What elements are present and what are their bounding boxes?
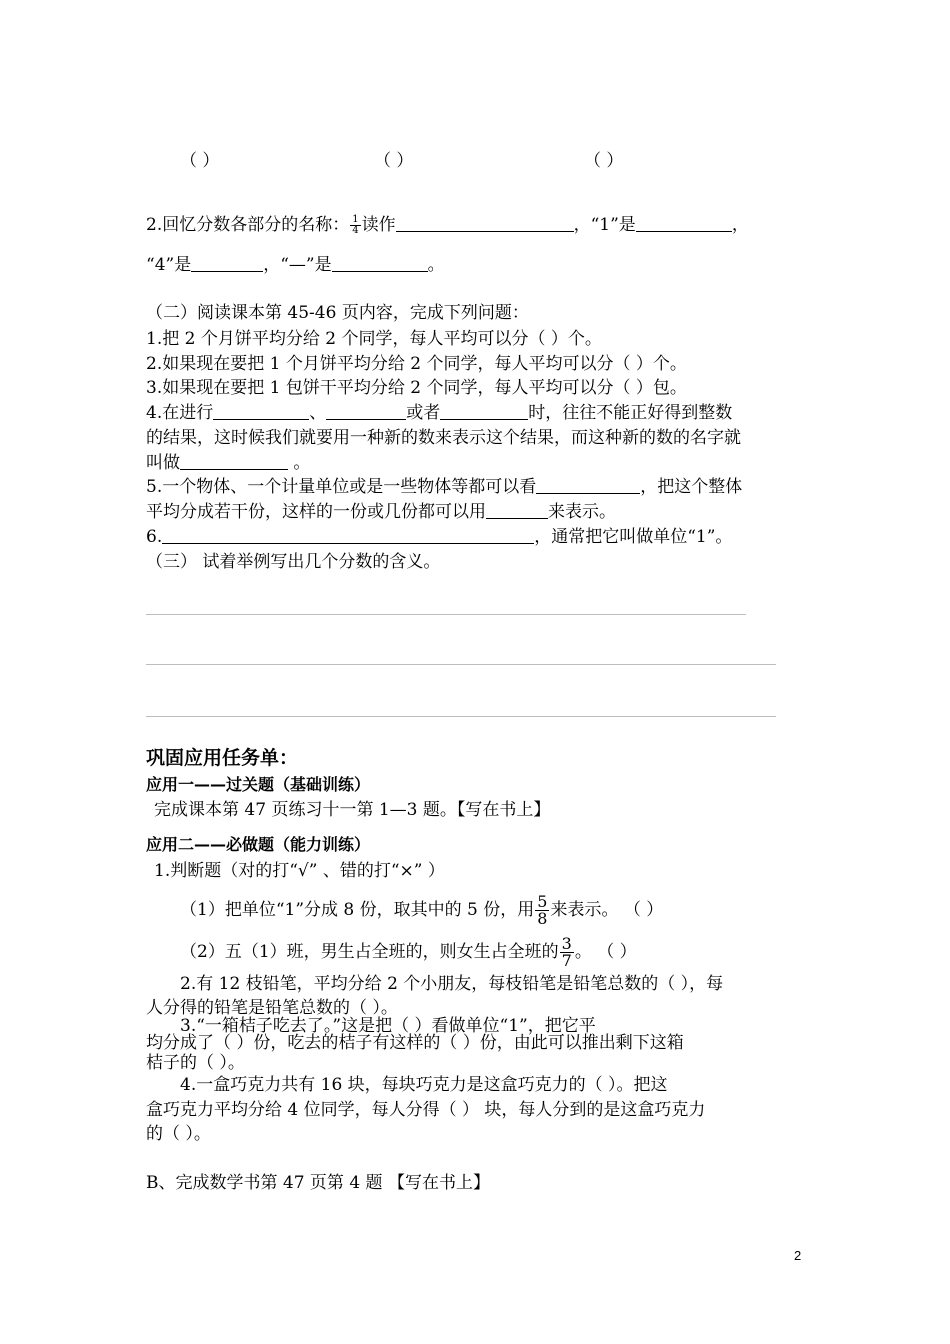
apply-section-2-title: 应用二——必做题（能力训练） bbox=[146, 835, 371, 854]
part2-q6: 6. ，通常把它叫做单位“1”。 bbox=[146, 527, 733, 547]
judge-item-2: （2）五（1）班，男生占全班的，则女生占全班的 $\frac{3}{7}$ 。 （ ） bbox=[180, 934, 637, 970]
part2-q1: 1.把 2 个月饼平均分给 2 个同学，每人平均可以分（ ）个。 bbox=[146, 329, 602, 349]
writing-line-3[interactable] bbox=[146, 716, 776, 717]
apply-q4-line1: 4.一盒巧克力共有 16 块，每块巧克力是这盒巧克力的（ ）。把这 bbox=[180, 1075, 668, 1095]
apply-q2-line2: 人分得的铅笔是铅笔总数的（ ）。 bbox=[146, 998, 398, 1018]
apply-q3-line1: 3.“一箱桔子吃去了。”这是把（ ）看做单位“1”，把它平 bbox=[180, 1016, 596, 1036]
answer-paren-2: （ ） bbox=[374, 151, 414, 171]
answer-paren-3: （ ） bbox=[584, 151, 624, 171]
apply-q4-line2: 盒巧克力平均分给 4 位同学，每人分得（ ） 块，每人分到的是这盒巧克力 bbox=[146, 1100, 706, 1120]
apply-title: 巩固应用任务单： bbox=[146, 747, 299, 769]
apply-section-1-text: 完成课本第 47 页练习十一第 1—3 题。【写在书上】 bbox=[154, 800, 551, 820]
judge-item-1: （1）把单位“1”分成 8 份，取其中的 5 份，用 $\frac{5}{8}$ 来表示。 （ ） bbox=[180, 892, 664, 928]
part2-q5-line1: 5.一个物体、一个计量单位或是一些物体等都可以看 ，把这个整体 bbox=[146, 477, 743, 497]
part2-q3: 3.如果现在要把 1 包饼干平均分给 2 个同学，每人平均可以分（ ）包。 bbox=[146, 378, 687, 398]
part2-q4-line1: 4.在进行 、 或者 时，往往不能正好得到整数 bbox=[146, 403, 733, 423]
blank-operation-1[interactable] bbox=[213, 403, 309, 420]
part2-title: （二）阅读课本第 45-46 页内容，完成下列问题： bbox=[146, 303, 529, 323]
apply-q3-line2: 均分成了（ ）份，吃去的桔子有这样的（ ）份，由此可以推出剩下这箱 bbox=[146, 1033, 684, 1053]
blank-operation-3[interactable] bbox=[440, 403, 528, 420]
blank-denominator-name[interactable] bbox=[191, 255, 263, 272]
b-task: B、完成数学书第 47 页第 4 题 【写在书上】 bbox=[146, 1173, 490, 1193]
blank-read-as[interactable] bbox=[396, 215, 574, 232]
q2-line-2: “4”是 ，“—”是 。 bbox=[146, 255, 445, 275]
judge-title: 1.判断题（对的打“√” 、错的打“×” ） bbox=[154, 861, 445, 881]
blank-fraction[interactable] bbox=[486, 502, 548, 519]
part3-title: （三） 试着举例写出几个分数的含义。 bbox=[146, 552, 441, 572]
page-number: 2 bbox=[794, 1248, 802, 1263]
blank-new-number-name[interactable] bbox=[180, 453, 288, 470]
answer-paren-1: （ ） bbox=[180, 151, 220, 171]
apply-q3-line3: 桔子的（ ）。 bbox=[146, 1053, 245, 1073]
part2-q4-line2: 的结果，这时候我们就要用一种新的数来表示这个结果，而这种新的数的名字就 bbox=[146, 428, 741, 448]
blank-whole[interactable] bbox=[536, 477, 640, 494]
part2-q2: 2.如果现在要把 1 个月饼平均分给 2 个同学，每人平均可以分（ ）个。 bbox=[146, 354, 687, 374]
blank-operation-2[interactable] bbox=[326, 403, 406, 420]
q2-line-1: 2.回忆分数各部分的名称： $\frac{1}{4}$ 读作 ，“1”是 ， bbox=[146, 214, 749, 236]
blank-numerator-name[interactable] bbox=[636, 215, 732, 232]
fraction-five-eighths: $\frac{5}{8}$ bbox=[537, 892, 548, 928]
fraction-three-sevenths: $\frac{3}{7}$ bbox=[561, 934, 572, 970]
fraction-one-quarter: $\frac{1}{4}$ bbox=[352, 214, 359, 236]
writing-line-2[interactable] bbox=[146, 664, 776, 665]
apply-section-1-title: 应用一——过关题（基础训练） bbox=[146, 775, 371, 794]
part2-q5-line2: 平均分成若干份，这样的一份或几份都可以用 来表示。 bbox=[146, 502, 616, 522]
blank-bar-name[interactable] bbox=[332, 255, 428, 272]
apply-q4-line3: 的（ ）。 bbox=[146, 1124, 211, 1144]
blank-unit-one[interactable] bbox=[162, 527, 534, 544]
part2-q4-line3: 叫做 。 bbox=[146, 453, 311, 473]
apply-q2-line1: 2.有 12 枝铅笔，平均分给 2 个小朋友，每枝铅笔是铅笔总数的（ ），每 bbox=[180, 974, 724, 994]
writing-line-1[interactable] bbox=[146, 614, 746, 615]
